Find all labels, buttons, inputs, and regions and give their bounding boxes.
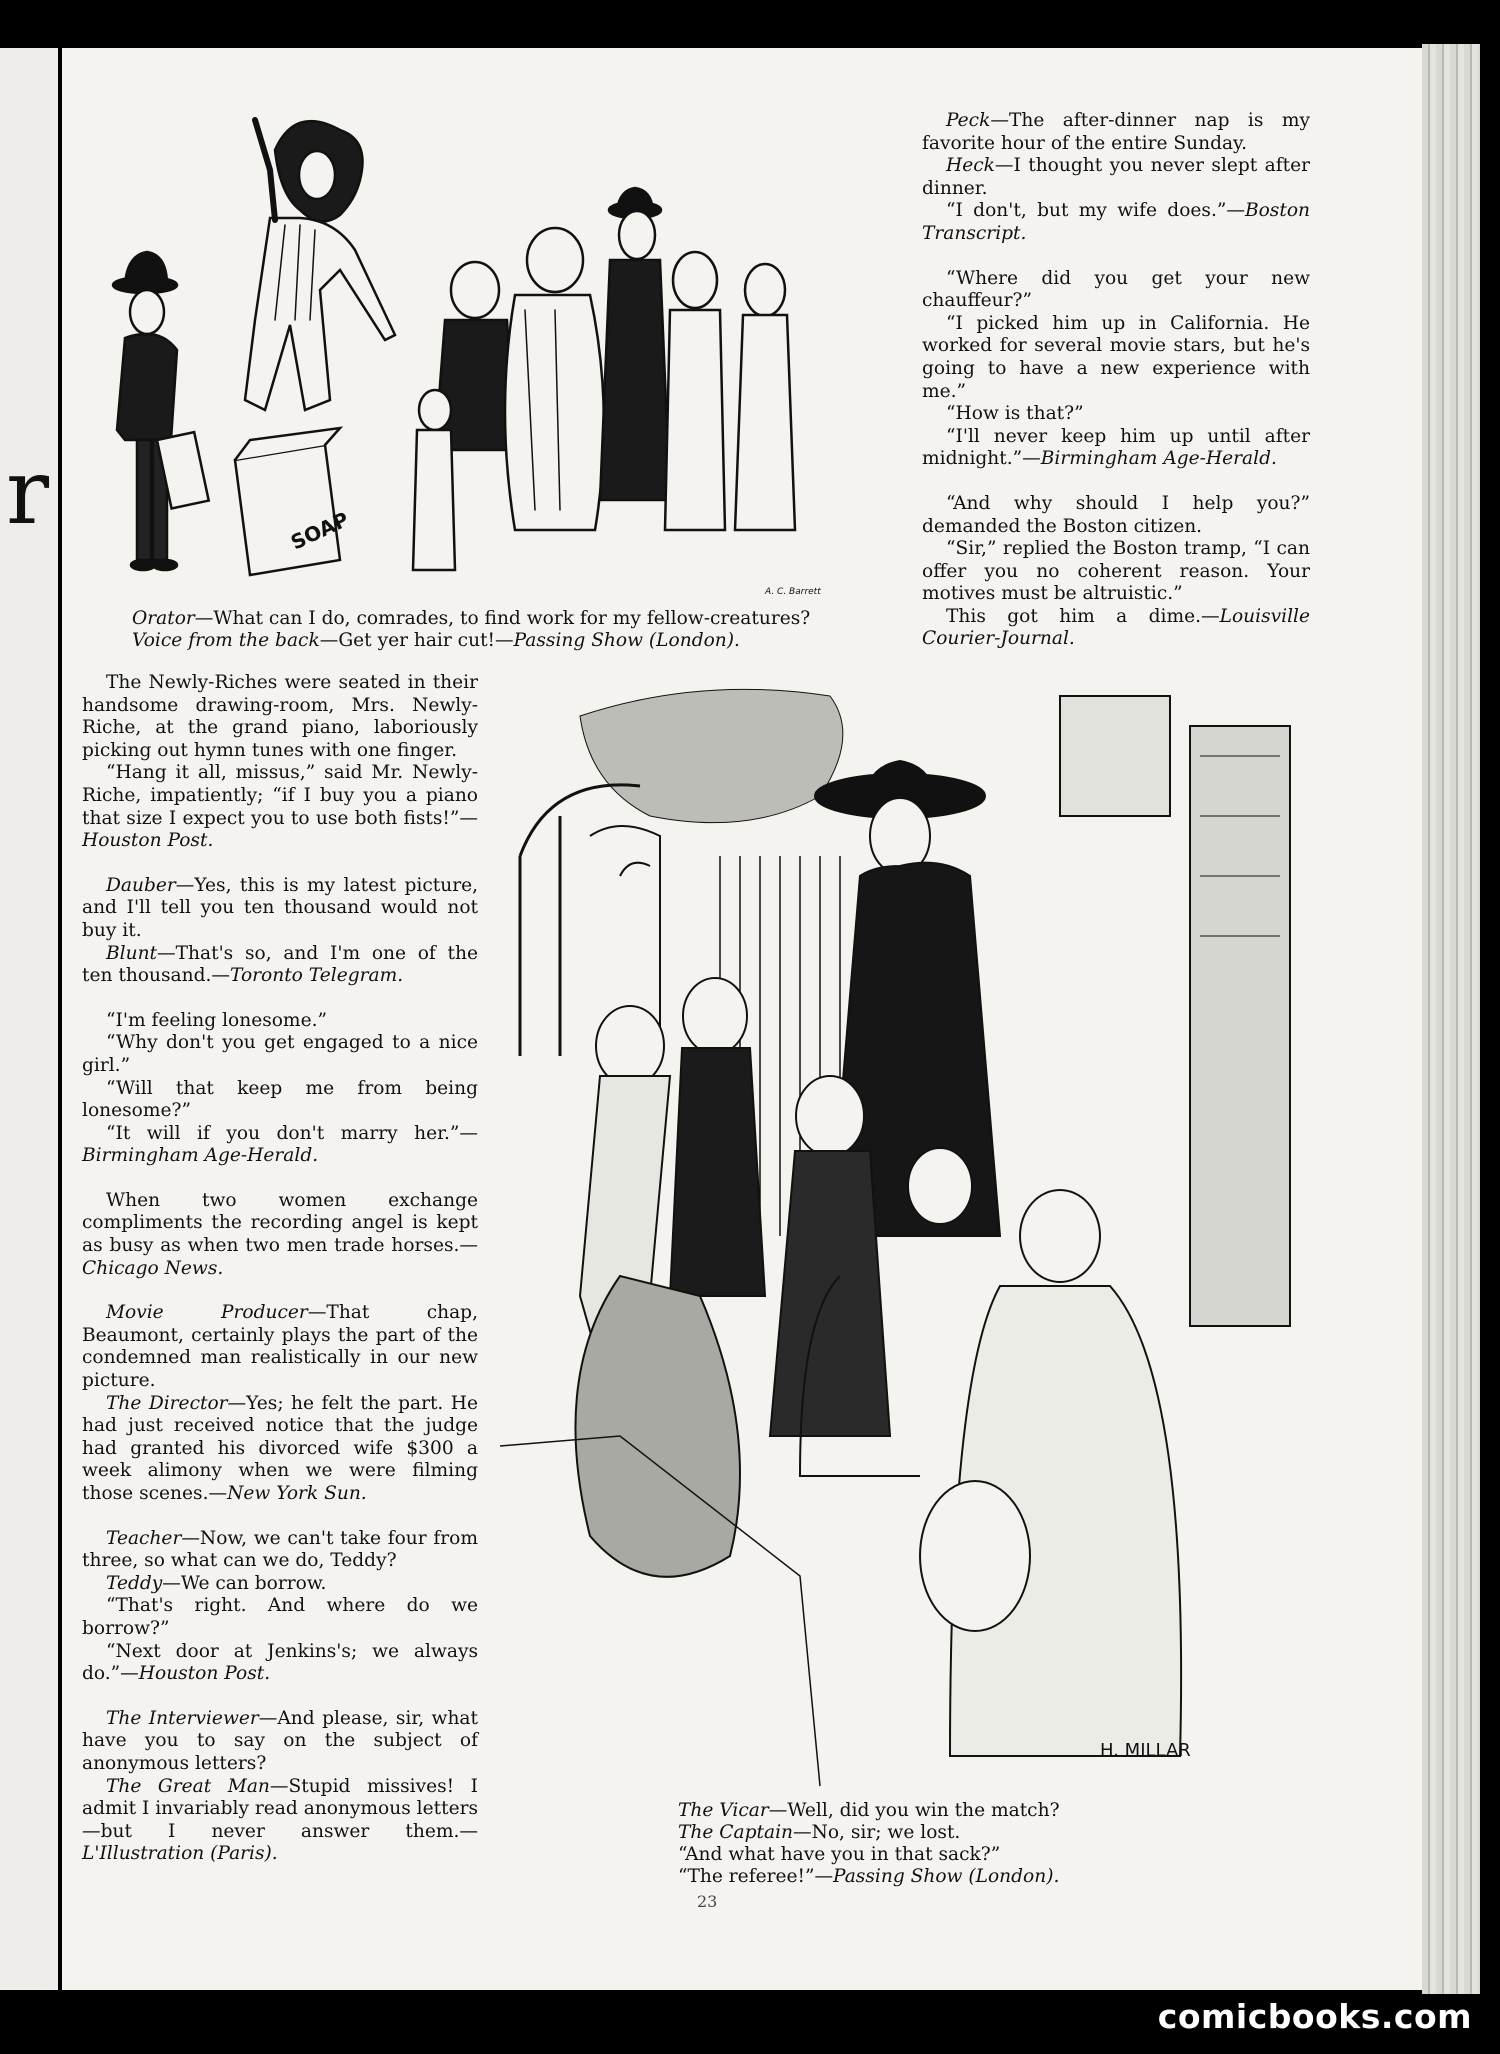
caption-speaker: Orator bbox=[132, 608, 195, 629]
joke-text: —The after-dinner nap is my favorite hour of the entire Sunday. bbox=[922, 110, 1310, 154]
joke-text: “Hang it all, missus,” said Mr. Newly-Riche, impatiently; “if I buy you a piano that size I expect you to use both fists!”— bbox=[82, 762, 478, 829]
orator-cartoon bbox=[95, 110, 895, 610]
orator-figure bbox=[235, 120, 395, 575]
book-spine bbox=[1422, 44, 1480, 1994]
joke-text: “Sir,” replied the Boston tramp, “I can offer you no coherent reason. Your motives must be altruistic.” bbox=[922, 538, 1310, 605]
joke-text: “Why don't you get engaged to a nice girl.” bbox=[82, 1032, 478, 1076]
joke-text: —I thought you never slept after dinner. bbox=[922, 155, 1310, 199]
joke-speaker: Dauber bbox=[106, 874, 176, 896]
joke-line bbox=[82, 875, 478, 943]
joke-line bbox=[82, 1528, 478, 1573]
joke-line bbox=[922, 606, 1310, 651]
joke-text: —We can borrow. bbox=[162, 1572, 327, 1594]
caption-source: Passing Show (London). bbox=[513, 630, 740, 651]
joke-line bbox=[82, 672, 478, 762]
joke-line bbox=[922, 493, 1310, 538]
caption-line bbox=[678, 1800, 1298, 1822]
joke-source: New York Sun. bbox=[227, 1483, 367, 1504]
joke-source: Birmingham Age-Herald. bbox=[1040, 448, 1277, 470]
joke-line bbox=[82, 1393, 478, 1506]
vicar-caption bbox=[678, 1800, 1298, 1888]
adjacent-page-strip bbox=[0, 48, 58, 1990]
joke-text: —Now, we can't take four from three, so what can we do, Teddy? bbox=[82, 1527, 478, 1572]
top-cartoon-signature: A. C. Barrett bbox=[765, 587, 821, 597]
joke-source: Houston Post. bbox=[138, 1663, 271, 1685]
joke-text: —And please, sir, what have you to say on the subject of anonymous letters? bbox=[82, 1707, 478, 1774]
joke-speaker: Teacher bbox=[106, 1527, 182, 1549]
joke-speaker: Movie Producer bbox=[106, 1302, 308, 1324]
joke-line bbox=[82, 762, 478, 852]
joke-text: “That's right. And where do we borrow?” bbox=[82, 1595, 478, 1639]
joke-line bbox=[82, 1573, 478, 1596]
vicar-cartoon bbox=[500, 676, 1310, 1796]
joke-source: Houston Post. bbox=[82, 830, 214, 852]
joke-line bbox=[922, 313, 1310, 403]
joke-line bbox=[922, 200, 1310, 245]
joke-line bbox=[82, 1010, 478, 1033]
caption-source: Passing Show (London). bbox=[833, 1866, 1060, 1887]
joke-line bbox=[922, 403, 1310, 426]
joke-line bbox=[82, 1776, 478, 1866]
left-joke-column bbox=[82, 672, 478, 1866]
soapbox-label: SOAP bbox=[286, 506, 353, 555]
joke-text: “Will that keep me from being lonesome?” bbox=[82, 1077, 478, 1122]
joke-text: “And why should I help you?” demanded the Boston citizen. bbox=[922, 492, 1310, 537]
joke-line bbox=[82, 1302, 478, 1392]
crowd-of-listeners bbox=[413, 188, 795, 570]
joke-text: “How is that?” bbox=[946, 403, 1084, 425]
joke-speaker: Peck bbox=[946, 110, 991, 131]
joke-source: Chicago News. bbox=[82, 1257, 224, 1279]
joke-line bbox=[922, 268, 1310, 313]
joke-speaker: Blunt bbox=[106, 942, 158, 964]
caption-text: “The referee!”— bbox=[678, 1866, 834, 1887]
joke-source: Boston Transcript. bbox=[922, 200, 1310, 244]
joke-text: “I picked him up in California. He worked for several movie stars, but he's going to have a new experience with me.” bbox=[922, 312, 1310, 402]
joke-text: —That's so, and I'm one of the ten thousand.— bbox=[82, 942, 478, 987]
joke-line bbox=[82, 1708, 478, 1776]
caption-text: “And what have you in that sack?” bbox=[678, 1844, 1001, 1865]
bowler-hat-man bbox=[113, 252, 209, 570]
joke-text: “Where did you get your new chauffeur?” bbox=[922, 267, 1310, 312]
caption-text: —What can I do, comrades, to find work for my fellow-creatures? bbox=[194, 608, 811, 629]
right-joke-column bbox=[922, 110, 1310, 651]
caption-text: —Well, did you win the match? bbox=[768, 1800, 1060, 1821]
joke-line bbox=[82, 1595, 478, 1640]
joke-text: —That chap, Beaumont, certainly plays the part of the condemned man realistically in our new picture. bbox=[82, 1302, 478, 1392]
joke-line bbox=[922, 155, 1310, 200]
joke-speaker: Teddy bbox=[106, 1572, 163, 1594]
joke-text: “I don't, but my wife does.”— bbox=[946, 200, 1245, 222]
caption-text: —Get yer hair cut!— bbox=[319, 630, 514, 651]
joke-text: When two women exchange compliments the recording angel is kept as busy as when two men trade horses.— bbox=[82, 1189, 478, 1257]
orator-caption bbox=[132, 608, 912, 652]
joke-source: Louisville Courier-Journal. bbox=[922, 605, 1310, 650]
joke-text: —Stupid missives! I admit I invariably read anonymous letters—but I never answer them.— bbox=[82, 1775, 479, 1842]
joke-text: “I'm feeling lonesome.” bbox=[106, 1009, 327, 1031]
joke-speaker: Heck bbox=[946, 155, 995, 177]
caption-speaker: The Captain bbox=[678, 1822, 793, 1843]
adjacent-page-letter: r bbox=[6, 440, 50, 545]
caption-text: —No, sir; we lost. bbox=[793, 1822, 961, 1843]
joke-text: The Newly-Riches were seated in their handsome drawing-room, Mrs. Newly-Riche, at the grand piano, laboriously picking out hymn tunes with one finger. bbox=[82, 672, 478, 761]
caption-line bbox=[678, 1822, 1298, 1844]
joke-source: Birmingham Age-Herald. bbox=[82, 1145, 319, 1167]
joke-line bbox=[82, 1190, 478, 1280]
joke-text: —Yes; he felt the part. He had just received notice that the judge had granted his divorced wife $300 a week alimony when we were filming those scenes.— bbox=[82, 1392, 479, 1504]
site-watermark: comicbooks.com bbox=[1157, 1997, 1472, 2036]
joke-line bbox=[82, 1123, 478, 1168]
joke-text: —Yes, this is my latest picture, and I'll tell you ten thousand would not buy it. bbox=[82, 874, 478, 941]
joke-line bbox=[82, 1641, 478, 1686]
joke-speaker: The Director bbox=[106, 1392, 228, 1414]
joke-source: L'Illustration (Paris). bbox=[82, 1843, 278, 1865]
joke-line bbox=[922, 538, 1310, 606]
caption-line bbox=[678, 1866, 1298, 1888]
joke-source: Toronto Telegram. bbox=[230, 965, 404, 987]
caption-line bbox=[678, 1844, 1298, 1866]
joke-line bbox=[82, 1032, 478, 1077]
joke-line bbox=[82, 943, 478, 988]
bottom-cartoon-signature: H. MILLAR bbox=[1100, 1740, 1191, 1761]
joke-line bbox=[922, 426, 1310, 471]
joke-speaker: The Great Man bbox=[106, 1775, 270, 1797]
joke-text: “It will if you don't marry her.”— bbox=[106, 1122, 478, 1144]
joke-line bbox=[82, 1078, 478, 1123]
caption-speaker: Voice from the back bbox=[132, 630, 320, 651]
joke-text: “I'll never keep him up until after midnight.”— bbox=[922, 425, 1310, 470]
caption-speaker: The Vicar bbox=[678, 1800, 769, 1821]
joke-text: This got him a dime.— bbox=[946, 605, 1220, 627]
joke-line bbox=[922, 110, 1310, 155]
page-number: 23 bbox=[697, 1892, 718, 1911]
joke-text: “Next door at Jenkins's; we always do.”— bbox=[82, 1640, 478, 1685]
joke-speaker: The Interviewer bbox=[106, 1707, 259, 1729]
